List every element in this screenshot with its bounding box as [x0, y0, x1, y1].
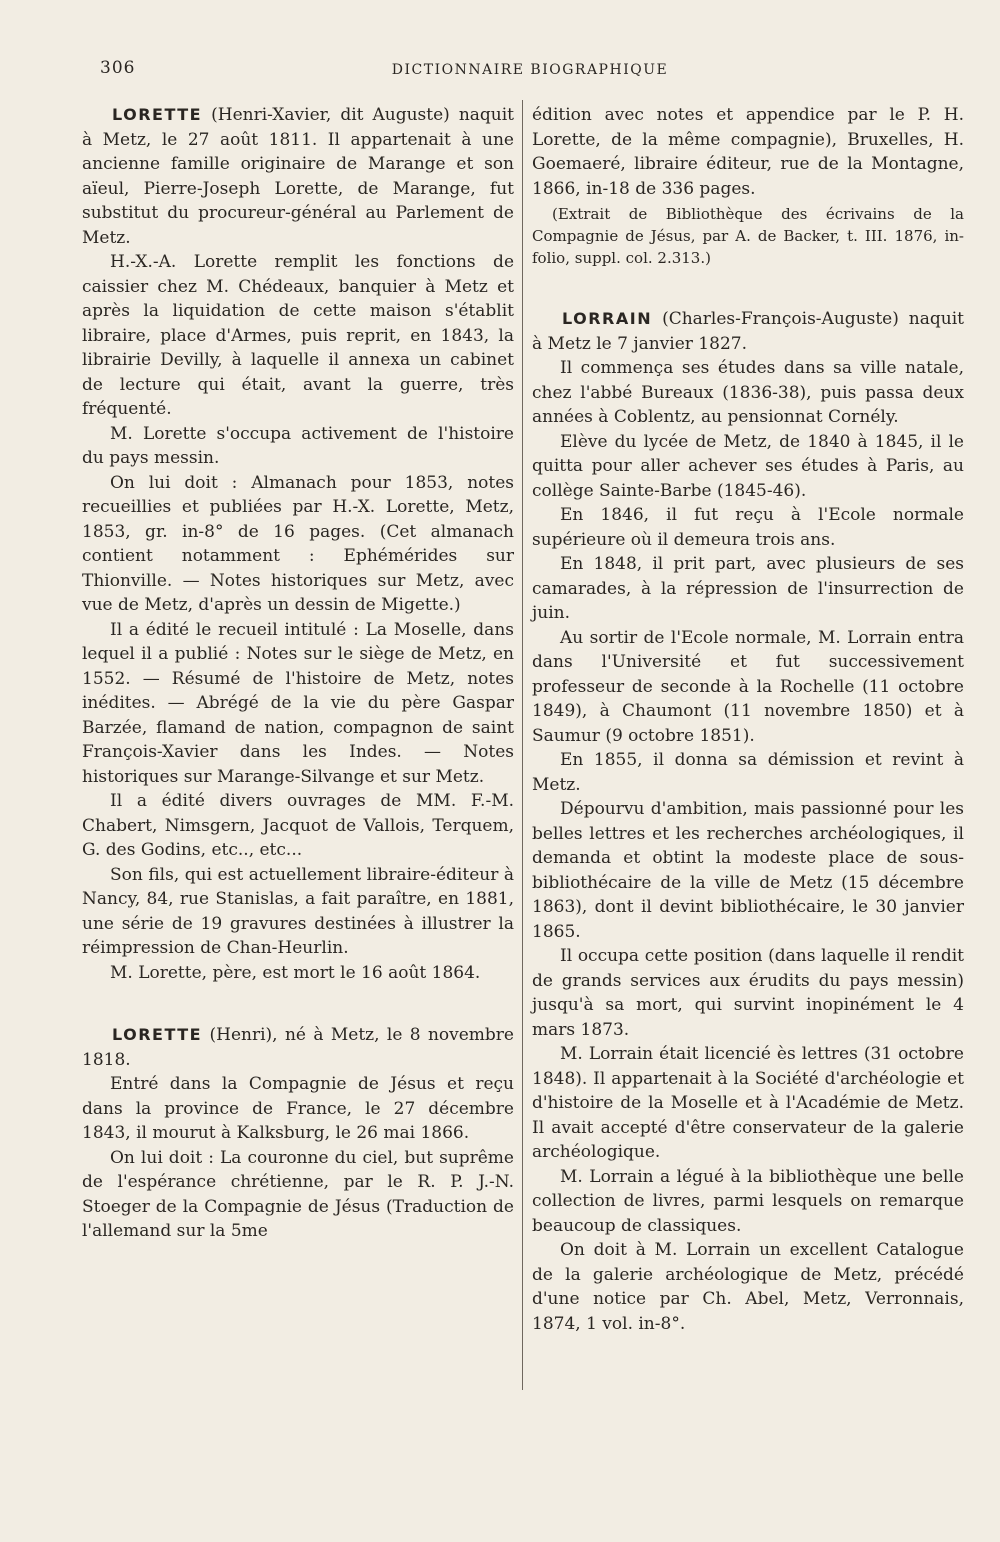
entry-paragraph: On doit à M. Lorrain un excellent Catalogue de la galerie archéologique de Metz, précédé d'une notice par Ch. Abel, Metz, Verronnais, 1874, 1 vol. in-8°.: [532, 1240, 964, 1334]
entry-text: (Henri-Xavier, dit Auguste) naquit à Metz, le 27 août 1811. Il appartenait à une ancienne famille originaire de Marange et son aïeul, Pierre-Joseph Lorette, de Marange, fut substitut du procureur-général au Parlement de Metz.: [82, 105, 515, 248]
entry-text: (Henri), né à Metz, le 8 novembre 1818.: [82, 1025, 514, 1070]
entry-paragraph: Son fils, qui est actuellement libraire-éditeur à Nancy, 84, rue Stanislas, a fait paraître, en 1881, une série de 19 gravures destinées à illustrer la réimpression de Chan-Heurlin.: [82, 864, 514, 958]
entry-paragraph: Au sortir de l'Ecole normale, M. Lorrain entra dans l'Université et fut successivement professeur de seconde à la Rochelle (11 octobre 1849), à Chaumont (11 novembre 1850) et à Saumur (9 octobre 1851).: [532, 627, 964, 746]
entry-headword: LORRAIN: [562, 309, 653, 328]
entry-paragraph: [532, 307, 964, 356]
entry-paragraph: Il commença ses études dans sa ville natale, chez l'abbé Bureaux (1836-38), puis passa deux années à Coblentz, au pensionnat Cornély.: [532, 358, 964, 427]
entry-headword: LORETTE: [112, 105, 203, 124]
right-column: [532, 103, 964, 1374]
left-column: [82, 103, 514, 1282]
entry-paragraph: En 1848, il prit part, avec plusieurs de ses camarades, à la répression de l'insurrection de juin.: [532, 554, 964, 623]
entry-lorrain: [532, 307, 964, 1336]
entry-headword: LORETTE: [112, 1025, 203, 1044]
entry-paragraph: En 1855, il donna sa démission et revint à Metz.: [532, 750, 964, 795]
entry-paragraph: Il a édité divers ouvrages de MM. F.-M. Chabert, Nimsgern, Jacquot de Vallois, Terquem, G. des Godins, etc.., etc...: [82, 791, 514, 860]
entry-paragraph: Il a édité le recueil intitulé : La Moselle, dans lequel il a publié : Notes sur le siège de Metz, en 1552. — Résumé de l'histoire de Metz, notes inédites. — Abrégé de la vie du père Gaspar Barzée, flamand de nation, compagnon de saint François-Xavier dans les Indes. — Notes historiques sur Marange-Silvange et sur Metz.: [82, 619, 514, 787]
entry-paragraph: H.-X.-A. Lorette remplit les fonctions de caissier chez M. Chédeaux, banquier à Metz et après la liquidation de cette maison s'établit libraire, place d'Armes, puis reprit, en 1843, la librairie Devilly, à laquelle il annexa un cabinet de lecture qui était, avant la guerre, très fréquenté.: [82, 252, 514, 419]
entry-text: (Charles-François-Auguste) naquit à Metz le 7 janvier 1827.: [532, 309, 964, 354]
source-citation: (Extrait de Bibliothèque des écrivains de la Compagnie de Jésus, par A. de Backer, t. III. 1876, in-folio, suppl. col. 2.313.): [532, 205, 964, 267]
entry-paragraph: M. Lorette, père, est mort le 16 août 1864.: [110, 962, 481, 983]
entry-paragraph: Dépourvu d'ambition, mais passionné pour les belles lettres et les recherches archéologiques, il demanda et obtint la modeste place de sous-bibliothécaire de la ville de Metz (15 décembre 1863), dont il devint bibliothécaire, le 30 janvier 1865.: [532, 799, 964, 942]
entry-paragraph: M. Lorrain était licencié ès lettres (31 octobre 1848). Il appartenait à la Société d'archéologie et d'histoire de la Moselle et à l'Académie de Metz. Il avait accepté d'être conservateur de la galerie archéologique.: [532, 1044, 964, 1162]
entry-paragraph: On lui doit : Almanach pour 1853, notes recueillies et publiées par H.-X. Lorette, Metz, 1853, gr. in-8° de 16 pages. (Cet almanach contient notamment : Ephémérides sur Thionville. — Notes historiques sur Metz, avec vue de Metz, d'après un dessin de Migette.): [82, 472, 514, 615]
entry-paragraph: Entré dans la Compagnie de Jésus et reçu dans la province de France, le 27 décembre 1843, il mourut à Kalksburg, le 26 mai 1866.: [82, 1074, 514, 1143]
entry-paragraph: M. Lorrain a légué à la bibliothèque une belle collection de livres, parmi lesquels on remarque beaucoup de classiques.: [532, 1166, 964, 1236]
entry-paragraph: [82, 1023, 514, 1072]
entry-lorette-henri: [82, 1023, 514, 1244]
entry-paragraph: édition avec notes et appendice par le P. H. Lorette, de la même compagnie), Bruxelles, H. Goemaeré, libraire éditeur, rue de la Montagne, 1866, in-18 de 336 pages.: [532, 105, 964, 199]
entry-paragraph: [82, 103, 514, 250]
entry-paragraph: Il occupa cette position (dans laquelle il rendit de grands services aux érudits du pays messin) jusqu'à sa mort, qui survint inopinément le 4 mars 1873.: [532, 946, 964, 1040]
entry-paragraph: Elève du lycée de Metz, de 1840 à 1845, il le quitta pour aller achever ses études à Paris, au collège Sainte-Barbe (1845-46).: [532, 431, 964, 501]
page-number: 306: [100, 58, 136, 78]
column-divider: [522, 100, 523, 1390]
entry-paragraph: M. Lorette s'occupa activement de l'histoire du pays messin.: [82, 423, 514, 468]
entry-paragraph: En 1846, il fut reçu à l'Ecole normale supérieure où il demeura trois ans.: [532, 505, 964, 550]
running-title: DICTIONNAIRE BIOGRAPHIQUE: [391, 62, 669, 78]
entry-lorette-henri-xavier: [82, 103, 514, 985]
entry-paragraph: On lui doit : La couronne du ciel, but suprême de l'espérance chrétienne, par le R. P. J.-N. Stoeger de la Compagnie de Jésus (Traduction de l'allemand sur la 5me: [82, 1147, 514, 1241]
entry-lorette-henri-continued: [532, 103, 964, 269]
